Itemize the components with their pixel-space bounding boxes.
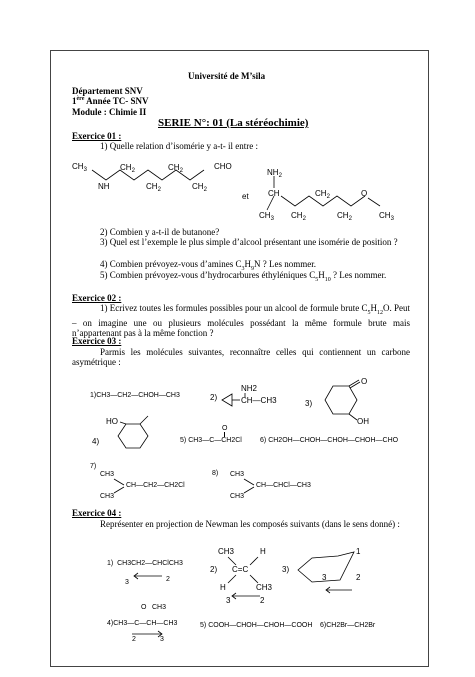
ex3-molecule-1: 1)CH3—CH2—CHOH—CH3 xyxy=(90,392,180,399)
ex4-compound-1-arrow xyxy=(130,572,180,586)
ex4-compound-6: 6)CH2Br—CH2Br xyxy=(320,622,376,629)
ex2-question-1: 1) Ecrivez toutes les formules possibles pour un alcool de formule brute $C_5H_{12}O$. Peut – on imagine une ou plusieurs molécules possédant la même formule brute mais n’appartenant pas à la même fonction ? xyxy=(72,303,411,338)
mol-b-ch2-2: $CH_2$ xyxy=(315,189,330,200)
exercise-4-title: Exercice 04 : xyxy=(72,508,122,518)
svg-text:C=C: C=C xyxy=(232,565,249,574)
mol-a-ch2-4: $CH_2$ xyxy=(192,182,207,193)
ex3-molecule-7-bonds xyxy=(112,477,128,495)
university-name: Université de M’sila xyxy=(188,71,266,81)
ex4-compound-2 xyxy=(210,546,290,604)
ex3-molecule-2 xyxy=(210,380,290,420)
ex4-compound-1: 1) CH3CH2—CHClCH3 xyxy=(107,560,183,567)
ex3-molecule-8-main: CH—CHCl—CH3 xyxy=(256,482,311,489)
svg-text:3: 3 xyxy=(322,573,327,582)
svg-text:CH3: CH3 xyxy=(256,583,273,592)
svg-text:H: H xyxy=(260,547,266,556)
svg-text:4): 4) xyxy=(92,437,100,446)
ex4-c1-label-2: 2 xyxy=(166,576,170,583)
conjunction-et: et xyxy=(242,192,249,201)
svg-text:1: 1 xyxy=(356,547,361,556)
ex3-molecule-7-ch3-bottom: CH3 xyxy=(100,493,115,500)
mol-b-o: O xyxy=(361,189,368,198)
svg-text:2): 2) xyxy=(210,393,218,402)
mol-b-nh2: $NH_2$ xyxy=(267,168,282,179)
exercise-1-title: Exercice 01 : xyxy=(72,131,122,141)
ex4-compound-4-oxygen: O xyxy=(141,604,147,611)
ex3-molecule-8-ch3-top: CH3 xyxy=(230,471,245,478)
svg-text:3): 3) xyxy=(305,399,313,408)
ex4-c4-label-3: 3 xyxy=(160,636,164,643)
ex3-molecule-8-bonds xyxy=(242,477,258,495)
ex4-intro: Représenter en projection de Newman les composés suivants (dans le sens donné) : xyxy=(100,519,400,529)
mol-a-nh: NH xyxy=(98,182,110,191)
ex3-molecule-5-double-bond xyxy=(224,432,226,437)
mol-b-ch3-2: $CH_3$ xyxy=(379,211,394,222)
ex3-molecule-8-ch3-bottom: CH3 xyxy=(230,493,245,500)
svg-text:HO: HO xyxy=(106,417,118,426)
department-name: Département SNV xyxy=(72,86,143,96)
ex4-c4-label-2: 2 xyxy=(132,636,136,643)
svg-text:2: 2 xyxy=(356,573,361,582)
ex3-molecule-7-main: CH—CH2—CH2Cl xyxy=(126,482,185,489)
ex3-molecule-6: 6) CH2OH—CHOH—CHOH—CHOH—CHO xyxy=(260,437,399,444)
ex1-question-2: 2) Combien y a-t-il de butanone? xyxy=(100,227,220,237)
mol-a-ch2-1: $CH_2$ xyxy=(120,163,135,174)
ex1-question-1: 1) Quelle relation d’isomérie y a-t- il entre : xyxy=(100,141,258,151)
ex3-molecule-3 xyxy=(305,376,375,426)
ex3-molecule-5-oxygen: O xyxy=(222,425,228,432)
svg-text:2: 2 xyxy=(260,596,265,605)
ex3-molecule-5: 5) CH3—C—CH2Cl xyxy=(180,437,242,444)
exercise-2-title: Exercice 02 : xyxy=(72,293,122,303)
ex4-compound-3 xyxy=(282,546,378,596)
ex3-molecule-4 xyxy=(92,414,172,458)
svg-text:H: H xyxy=(220,583,226,592)
ex4-compound-4-ch3: CH3 xyxy=(152,604,167,611)
mol-a-ch3: $CH_3$ xyxy=(72,162,87,173)
svg-text:CH—CH3: CH—CH3 xyxy=(241,396,277,405)
molecule-a-structure xyxy=(70,158,250,198)
ex4-compound-5: 5) COOH—CHOH—CHOH—COOH xyxy=(200,622,313,629)
mol-b-ch2-1: $CH_2$ xyxy=(291,211,306,222)
svg-text:3: 3 xyxy=(226,596,231,605)
ex1-question-4: 4) Combien prévoyez-vous d’amines $C_3H_9N$ ? Les nommer. xyxy=(100,259,316,272)
ex1-question-3: 3) Quel est l’exemple le plus simple d’alcool présentant une isomérie de position ? xyxy=(100,237,398,247)
ex3-molecule-8-num: 8) xyxy=(212,470,219,477)
mol-a-cho: CHO xyxy=(214,162,232,171)
ex3-intro: Parmis les molécules suivantes, reconnaître celles qui contiennent un carbone asymétrique : xyxy=(72,347,410,367)
exercise-3-title: Exercice 03 : xyxy=(72,336,122,346)
mol-a-ch2-2: $CH_2$ xyxy=(146,182,161,193)
ex1-question-5: 5) Combien prévoyez-vous d’hydrocarbures éthyléniques $C_5H_{10}$ ? Les nommer. xyxy=(100,270,387,283)
svg-text:NH2: NH2 xyxy=(241,384,258,393)
page-title: SERIE N°: 01 (La stéréochimie) xyxy=(158,117,309,129)
mol-b-ch: CH xyxy=(268,189,280,198)
ex4-compound-4: 4)CH3—C—CH—CH3 xyxy=(107,620,178,627)
svg-text:OH: OH xyxy=(357,417,369,426)
svg-text:CH3: CH3 xyxy=(218,547,235,556)
mol-a-ch2-3: $CH_2$ xyxy=(168,163,183,174)
molecule-b-structure xyxy=(255,166,395,222)
svg-text:O: O xyxy=(361,377,368,386)
ex3-molecule-7-num: 7) xyxy=(90,463,97,470)
year-line: 1ère Année TC- SNV xyxy=(72,96,149,106)
module-name: Module : Chimie II xyxy=(72,107,147,117)
mol-b-ch2-3: $CH_2$ xyxy=(337,211,352,222)
svg-text:3): 3) xyxy=(282,565,290,574)
ex4-c1-label-3: 3 xyxy=(125,579,129,586)
ex3-molecule-7-ch3-top: CH3 xyxy=(100,471,115,478)
svg-text:2): 2) xyxy=(210,565,218,574)
mol-b-ch3: $CH_3$ xyxy=(259,211,274,222)
